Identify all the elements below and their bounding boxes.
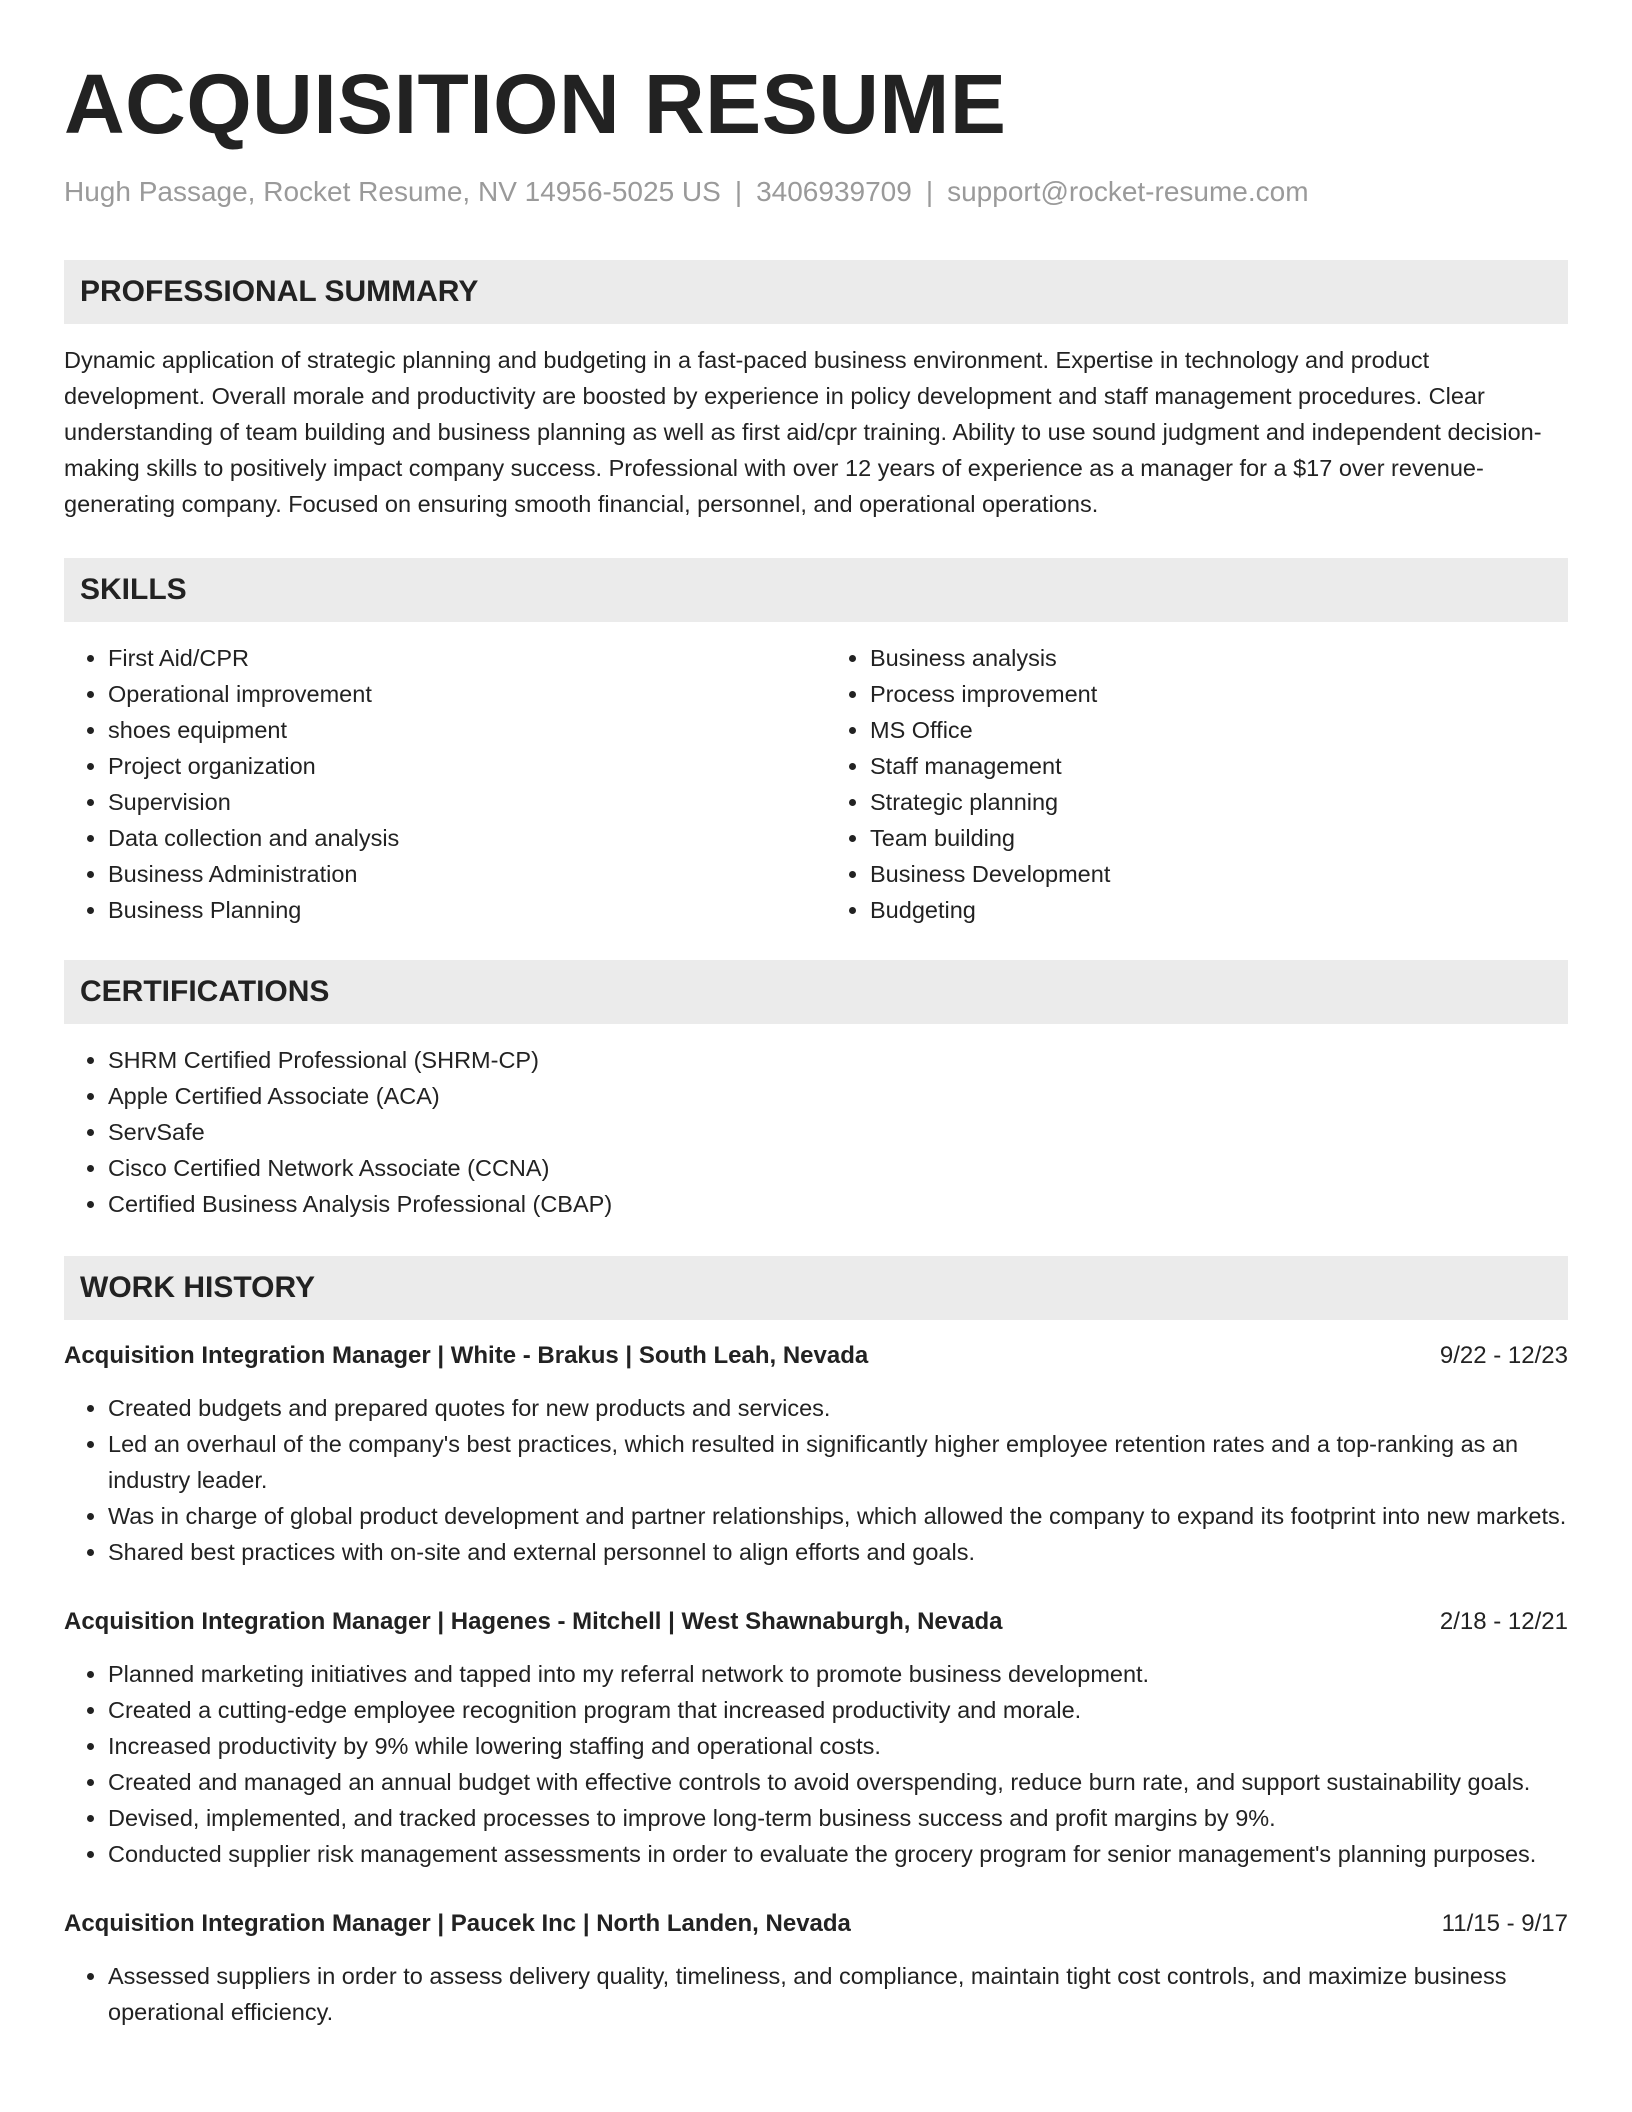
job-bullet: • Conducted supplier risk management assessments in order to evaluate the grocery program for senior management's planning purposes. (108, 1836, 1568, 1872)
job-dates: 9/22 - 12/23 (1439, 1342, 1568, 1369)
job-entry (64, 1604, 1568, 1872)
certifications-list (64, 1042, 1568, 1222)
skills-grid (64, 640, 1568, 928)
summary-heading: PROFESSIONAL SUMMARY (64, 260, 1568, 324)
contact-line (64, 174, 1568, 210)
contact-email: support@rocket-resume.com (947, 176, 1309, 207)
job-bullet: • Assessed suppliers in order to assess delivery quality, timeliness, and compliance, maintain tight cost controls, and maximize business operational efficiency. (108, 1958, 1568, 2030)
job-title: Acquisition Integration Manager | Hagenes - Mitchell | West Shawnaburgh, Nevada (64, 1608, 1003, 1635)
work-history-heading: WORK HISTORY (64, 1256, 1568, 1320)
certification-item: • Apple Certified Associate (ACA) (108, 1078, 1568, 1114)
skill-item: • Team building (870, 820, 1568, 856)
contact-separator: | (925, 176, 934, 207)
job-bullet: • Created budgets and prepared quotes for new products and services. (108, 1390, 1568, 1426)
skill-item: • Budgeting (870, 892, 1568, 928)
skill-item: • Operational improvement (108, 676, 806, 712)
skill-item: • Business analysis (870, 640, 1568, 676)
resume-title: ACQUISITION RESUME (64, 57, 1007, 151)
skill-item: • First Aid/CPR (108, 640, 806, 676)
job-header (64, 1906, 1568, 1942)
job-header (64, 1604, 1568, 1640)
skills-list-left (64, 640, 806, 928)
contact-address: Hugh Passage, Rocket Resume, NV 14956-5025 US (64, 176, 721, 207)
skill-item: • Business Planning (108, 892, 806, 928)
job-bullet: • Created and managed an annual budget with effective controls to avoid overspending, reduce burn rate, and support sustainability goals. (108, 1764, 1568, 1800)
contact-separator: | (734, 176, 743, 207)
job-bullets (64, 1656, 1568, 1872)
job-bullet: • Devised, implemented, and tracked processes to improve long-term business success and profit margins by 9%. (108, 1800, 1568, 1836)
certification-item: • SHRM Certified Professional (SHRM-CP) (108, 1042, 1568, 1078)
job-bullet: • Planned marketing initiatives and tapped into my referral network to promote business development. (108, 1656, 1568, 1692)
skill-item: • Supervision (108, 784, 806, 820)
contact-phone: 3406939709 (756, 176, 912, 207)
certification-item: • Certified Business Analysis Professional (CBAP) (108, 1186, 1568, 1222)
skills-list-right (826, 640, 1568, 928)
skill-item: • Strategic planning (870, 784, 1568, 820)
job-bullet: • Led an overhaul of the company's best practices, which resulted in significantly higher employee retention rates and a top-ranking as an industry leader. (108, 1426, 1568, 1498)
job-bullet: • Shared best practices with on-site and external personnel to align efforts and goals. (108, 1534, 1568, 1570)
job-bullet: • Was in charge of global product development and partner relationships, which allowed the company to expand its footprint into new markets. (108, 1498, 1568, 1534)
job-dates: 11/15 - 9/17 (1441, 1910, 1568, 1937)
job-title: Acquisition Integration Manager | Paucek Inc | North Landen, Nevada (64, 1910, 851, 1937)
skill-item: • Data collection and analysis (108, 820, 806, 856)
skill-item: • Project organization (108, 748, 806, 784)
job-bullet: • Created a cutting-edge employee recognition program that increased productivity and morale. (108, 1692, 1568, 1728)
job-bullets (64, 1390, 1568, 1570)
resume-page (64, 0, 1568, 2030)
job-entry (64, 1338, 1568, 1570)
certification-item: • Cisco Certified Network Associate (CCNA) (108, 1150, 1568, 1186)
skill-item: • Staff management (870, 748, 1568, 784)
job-title: Acquisition Integration Manager | White - Brakus | South Leah, Nevada (64, 1342, 869, 1369)
job-entry (64, 1906, 1568, 2030)
job-header (64, 1338, 1568, 1374)
job-bullets (64, 1958, 1568, 2030)
skill-item: • Process improvement (870, 676, 1568, 712)
summary-text: Dynamic application of strategic planning and budgeting in a fast-paced business environment. Expertise in technology and product development. Overall morale and productivity are boosted by experience in policy development and staff management procedures. Clear understanding of team building and business planning as well as first aid/cpr training. Ability to use sound judgment and independent decision-making skills to positively impact company success. Professional with over 12 years of experience as a manager for a $17 over revenue-generating company. Focused on ensuring smooth financial, personnel, and operational operations. (64, 347, 1542, 517)
skill-item: • Business Administration (108, 856, 806, 892)
skill-item: • Business Development (870, 856, 1568, 892)
certifications-heading: CERTIFICATIONS (64, 960, 1568, 1024)
skill-item: • MS Office (870, 712, 1568, 748)
certification-item: • ServSafe (108, 1114, 1568, 1150)
skill-item: • shoes equipment (108, 712, 806, 748)
job-dates: 2/18 - 12/21 (1439, 1608, 1568, 1635)
skills-heading: SKILLS (64, 558, 1568, 622)
job-bullet: • Increased productivity by 9% while lowering staffing and operational costs. (108, 1728, 1568, 1764)
